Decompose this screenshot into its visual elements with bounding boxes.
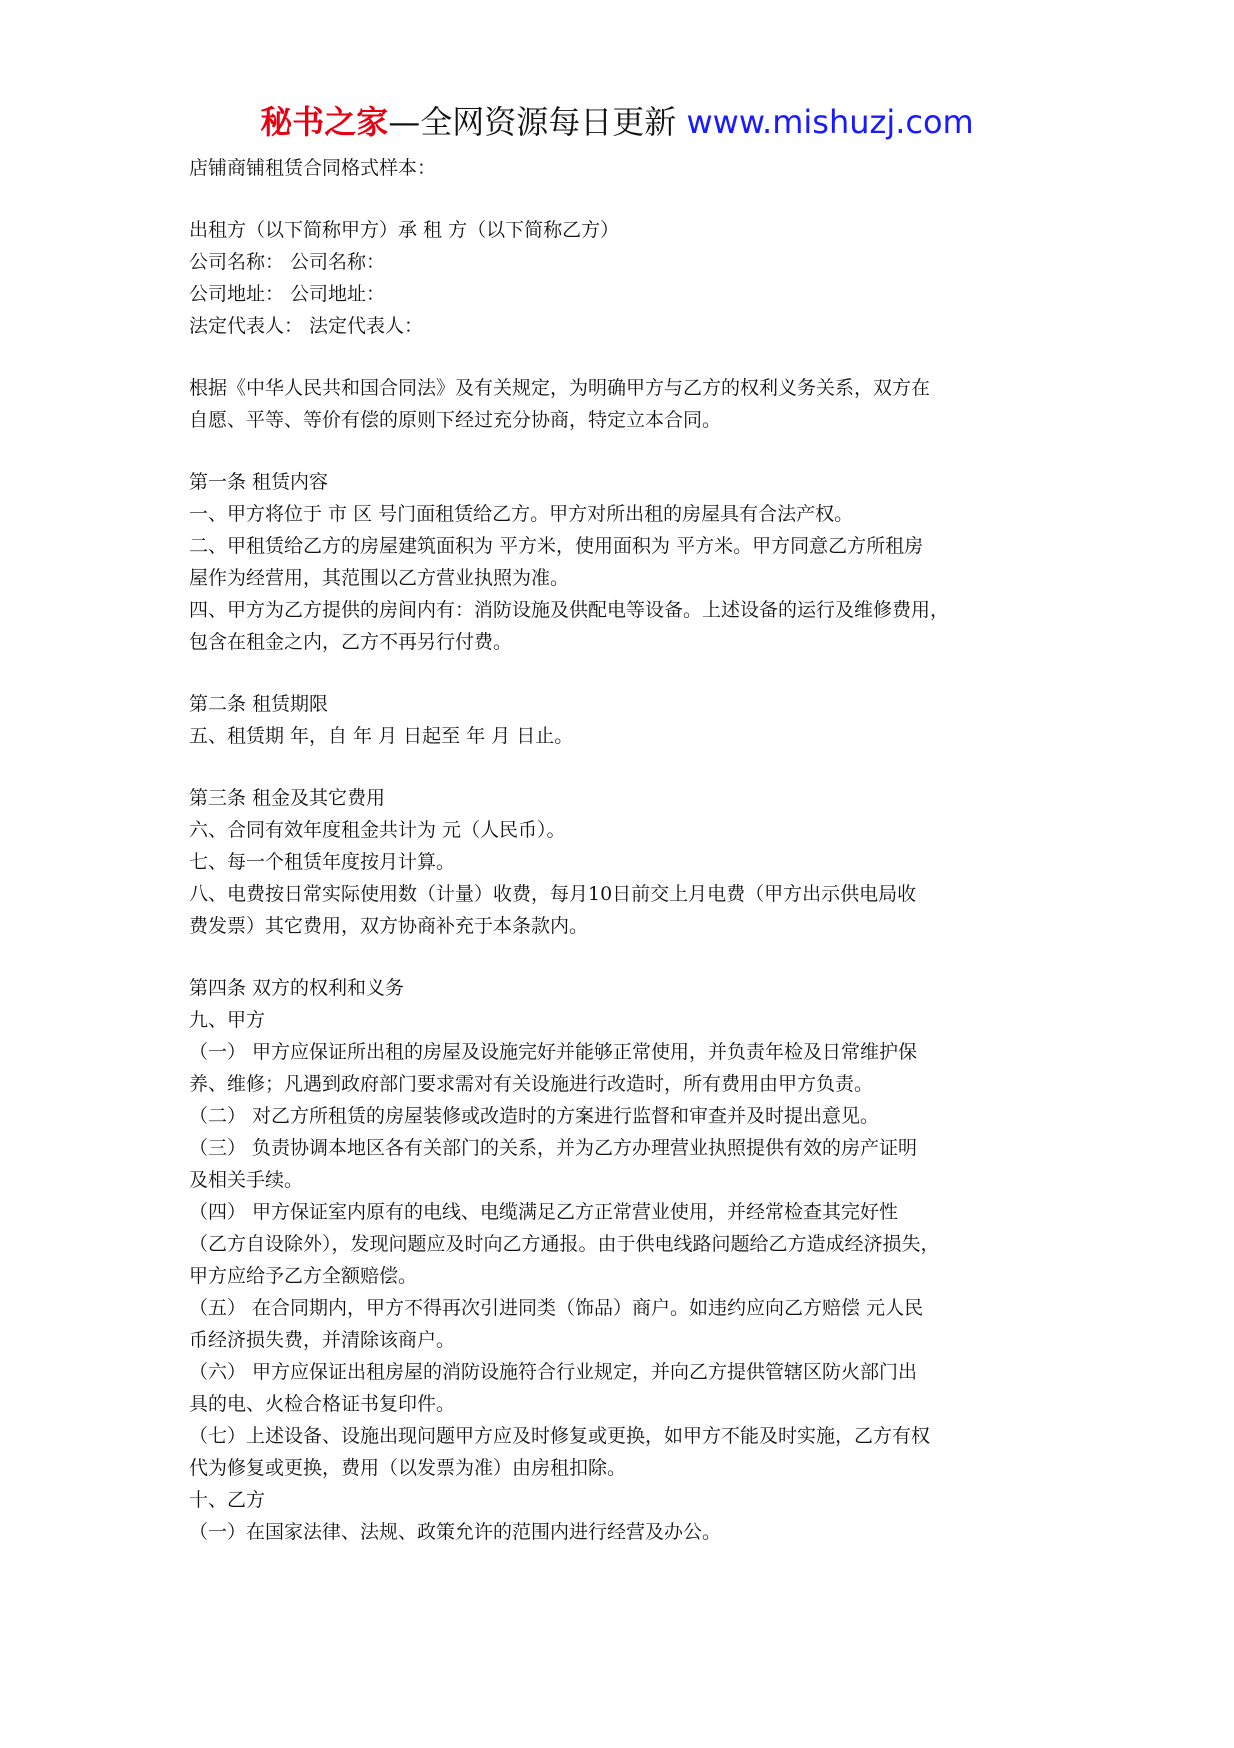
clause-line: 十、乙方: [189, 1489, 266, 1511]
clause-line: 具的电、火检合格证书复印件。: [189, 1393, 456, 1415]
spacer: [189, 942, 1069, 972]
clause-line: （一）在国家法律、法规、政策允许的范围内进行经营及办公。: [189, 1521, 722, 1543]
clause-line: （七）上述设备、设施出现问题甲方应及时修复或更换，如甲方不能及时实施，乙方有权: [189, 1425, 931, 1447]
clause-line: （三） 负责协调本地区各有关部门的关系，并为乙方办理营业执照提供有效的房产证明: [189, 1137, 918, 1159]
banner-url-link[interactable]: www.mishuzj.com: [686, 103, 974, 141]
article-heading: 第四条 双方的权利和义务: [189, 977, 405, 999]
parties-line: 公司名称： 公司名称：: [189, 251, 386, 273]
clause-line: 币经济损失费，并清除该商户。: [189, 1329, 456, 1351]
clause-line: （六） 甲方应保证出租房屋的消防设施符合行业规定，并向乙方提供管辖区防火部门出: [189, 1361, 918, 1383]
parties-line: 出租方（以下简称甲方）承 租 方（以下简称乙方）: [189, 219, 620, 241]
parties-line: 法定代表人： 法定代表人：: [189, 315, 424, 337]
clause-line: 甲方应给予乙方全额赔偿。: [189, 1265, 418, 1287]
site-banner: [0, 100, 1234, 144]
clause-line: （二） 对乙方所租赁的房屋装修或改造时的方案进行监督和审查并及时提出意见。: [189, 1105, 880, 1127]
clause-line: 二、甲租赁给乙方的房屋建筑面积为 平方米，使用面积为 平方米。甲方同意乙方所租房: [189, 535, 924, 557]
clause-line: 四、甲方为乙方提供的房间内有：消防设施及供配电等设备。上述设备的运行及维修费用，: [189, 599, 950, 621]
spacer: [189, 184, 1069, 214]
contract-body: [189, 152, 1069, 1548]
clause-line: 六、合同有效年度租金共计为 元（人民币）。: [189, 819, 566, 841]
banner-slogan: —全网资源每日更新: [388, 103, 677, 141]
parties-line: 公司地址： 公司地址：: [189, 283, 386, 305]
clause-line: 代为修复或更换，费用（以发票为准）由房租扣除。: [189, 1457, 627, 1479]
spacer: [189, 436, 1069, 466]
article-heading: 第三条 租金及其它费用: [189, 787, 386, 809]
clause-line: 五、租赁期 年，自 年 月 日起至 年 月 日止。: [189, 725, 574, 747]
preamble-line: 根据《中华人民共和国合同法》及有关规定，为明确甲方与乙方的权利义务关系，双方在: [189, 377, 931, 399]
clause-line: （五） 在合同期内，甲方不得再次引进同类（饰品）商户。如违约应向乙方赔偿 元人民: [189, 1297, 924, 1319]
clause-line: 费发票）其它费用，双方协商补充于本条款内。: [189, 915, 589, 937]
clause-line: 及相关手续。: [189, 1169, 304, 1191]
clause-line: （四） 甲方保证室内原有的电线、电缆满足乙方正常营业使用，并经常检查其完好性: [189, 1201, 899, 1223]
clause-line: 一、甲方将位于 市 区 号门面租赁给乙方。甲方对所出租的房屋具有合法产权。: [189, 503, 854, 525]
clause-line: 养、维修；凡遇到政府部门要求需对有关设施进行改造时，所有费用由甲方负责。: [189, 1073, 874, 1095]
article-heading: 第二条 租赁期限: [189, 693, 329, 715]
clause-line: 八、电费按日常实际使用数（计量）收费，每月10日前交上月电费（甲方出示供电局收: [189, 883, 917, 905]
clause-line: 屋作为经营用，其范围以乙方营业执照为准。: [189, 567, 570, 589]
spacer: [189, 658, 1069, 688]
clause-line: （一） 甲方应保证所出租的房屋及设施完好并能够正常使用，并负责年检及日常维护保: [189, 1041, 918, 1063]
clause-line: （乙方自设除外），发现问题应及时向乙方通报。由于供电线路问题给乙方造成经济损失，: [189, 1233, 940, 1255]
clause-line: 包含在租金之内，乙方不再另行付费。: [189, 631, 513, 653]
clause-line: 九、甲方: [189, 1009, 266, 1031]
banner-brand: 秘书之家: [260, 103, 389, 141]
clause-line: 七、每一个租赁年度按月计算。: [189, 851, 456, 873]
document-title: 店铺商铺租赁合同格式样本：: [189, 157, 437, 179]
spacer: [189, 342, 1069, 372]
spacer: [189, 752, 1069, 782]
article-heading: 第一条 租赁内容: [189, 471, 329, 493]
preamble-line: 自愿、平等、等价有偿的原则下经过充分协商，特定立本合同。: [189, 409, 722, 431]
